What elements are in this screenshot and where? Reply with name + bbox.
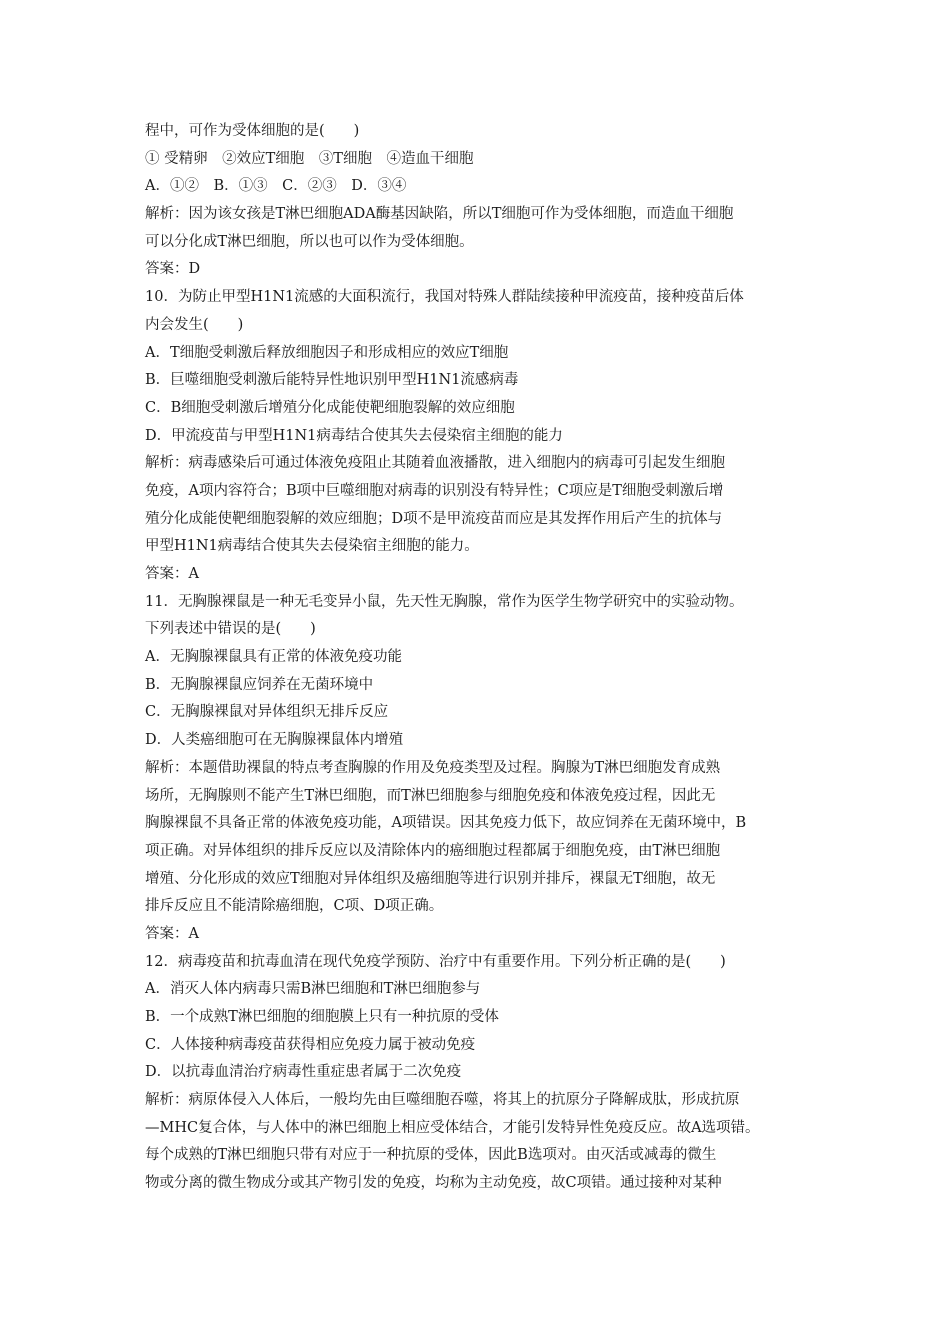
text-line: D．以抗毒血清治疗病毒性重症患者属于二次免疫 <box>145 1064 462 1081</box>
text-line: 解析：本题借助裸鼠的特点考查胸腺的作用及免疫类型及过程。胸腺为T淋巴细胞发育成熟 <box>145 759 721 776</box>
text-line: 内会发生( ) <box>145 316 244 333</box>
text-line: B．巨噬细胞受刺激后能特异性地识别甲型H1N1流感病毒 <box>145 372 519 389</box>
text-line: A．①② B．①③ C．②③ D．③④ <box>145 178 407 195</box>
text-line: 甲型H1N1病毒结合使其失去侵染宿主细胞的能力。 <box>145 538 479 555</box>
text-line: 殖分化成能使靶细胞裂解的效应细胞；D项不是甲流疫苗而应是其发挥作用后产生的抗体与 <box>145 510 723 527</box>
text-line: 10．为防止甲型H1N1流感的大面积流行，我国对特殊人群陆续接种甲流疫苗，接种疫苗后体 <box>145 289 744 306</box>
text-line: 解析：病毒感染后可通过体液免疫阻止其随着血液播散，进入细胞内的病毒可引起发生细胞 <box>145 455 725 472</box>
text-line: 答案：D <box>145 261 201 278</box>
text-line: 胸腺裸鼠不具备正常的体液免疫功能，A项错误。因其免疫力低下，故应饲养在无菌环境中，B <box>145 815 747 832</box>
text-line: 每个成熟的T淋巴细胞只带有对应于一种抗原的受体，因此B选项对。由灭活或减毒的微生 <box>145 1147 717 1164</box>
text-line: 可以分化成T淋巴细胞，所以也可以作为受体细胞。 <box>145 233 474 250</box>
text-line: C．B细胞受刺激后增殖分化成能使靶细胞裂解的效应细胞 <box>145 399 515 416</box>
text-line: 下列表述中错误的是( ) <box>145 621 316 638</box>
text-line: A．消灭人体内病毒只需B淋巴细胞和T淋巴细胞参与 <box>145 981 481 998</box>
text-line: 11．无胸腺裸鼠是一种无毛变异小鼠，先天性无胸腺，常作为医学生物学研究中的实验动物。 <box>145 593 744 610</box>
text-line: 免疫，A项内容符合；B项中巨噬细胞对病毒的识别没有特异性；C项应是T细胞受刺激后增 <box>145 482 724 499</box>
text-line: 项正确。对异体组织的排斥反应以及清除体内的癌细胞过程都属于细胞免疫，由T淋巴细胞 <box>145 842 721 859</box>
text-line: 12．病毒疫苗和抗毒血清在现代免疫学预防、治疗中有重要作用。下列分析正确的是( ) <box>145 953 726 970</box>
text-line: B．无胸腺裸鼠应饲养在无菌环境中 <box>145 676 374 693</box>
text-line: 物或分离的微生物成分或其产物引发的免疫，均称为主动免疫，故C项错。通过接种对某种 <box>145 1175 722 1192</box>
text-line: 答案：A <box>145 925 199 942</box>
text-line: A．T细胞受刺激后释放细胞因子和形成相应的效应T细胞 <box>145 344 509 361</box>
document-page <box>145 118 825 1198</box>
text-line: 场所，无胸腺则不能产生T淋巴细胞，而T淋巴细胞参与细胞免疫和体液免疫过程，因此无 <box>145 787 716 804</box>
text-line: A．无胸腺裸鼠具有正常的体液免疫功能 <box>145 649 402 666</box>
text-line: B．一个成熟T淋巴细胞的细胞膜上只有一种抗原的受体 <box>145 1009 499 1025</box>
text-line: 程中，可作为受体细胞的是( ) <box>145 123 360 139</box>
text-line: 增殖、分化形成的效应T细胞对异体组织及癌细胞等进行识别并排斥，裸鼠无T细胞，故无 <box>145 870 716 887</box>
text-line: D．甲流疫苗与甲型H1N1病毒结合使其失去侵染宿主细胞的能力 <box>145 427 563 444</box>
text-line: —MHC复合体，与人体中的淋巴细胞上相应受体结合，才能引发特异性免疫反应。故A选项错。 <box>145 1119 760 1136</box>
text-line: C．无胸腺裸鼠对异体组织无排斥反应 <box>145 704 389 721</box>
text-line: 解析：因为该女孩是T淋巴细胞ADA酶基因缺陷，所以T细胞可作为受体细胞，而造血干细胞 <box>145 206 734 223</box>
text-line: 排斥反应且不能清除癌细胞，C项、D项正确。 <box>145 898 444 915</box>
text-line: ① 受精卵 ②效应T细胞 ③T细胞 ④造血干细胞 <box>145 150 474 167</box>
text-line: C．人体接种病毒疫苗获得相应免疫力属于被动免疫 <box>145 1036 476 1053</box>
text-line: D．人类癌细胞可在无胸腺裸鼠体内增殖 <box>145 732 404 749</box>
text-line: 解析：病原体侵入人体后，一般均先由巨噬细胞吞噬，将其上的抗原分子降解成肽，形成抗原 <box>145 1092 740 1109</box>
text-line: 答案：A <box>145 566 199 582</box>
